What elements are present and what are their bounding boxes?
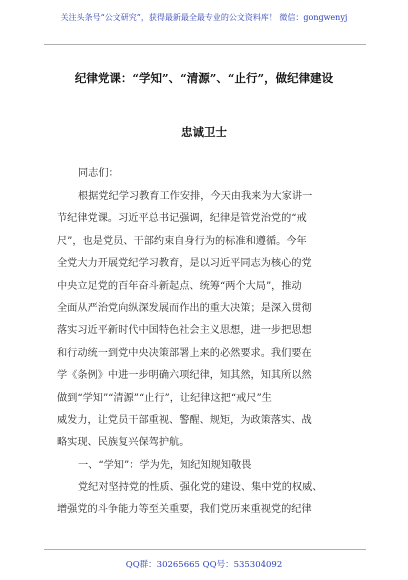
header-divider [44,44,366,45]
body-line: 全党大力开展党纪学习教育，是以习近平同志为核心的党 [57,258,312,270]
body-line: 增强党的斗争能力等至关重要，我们党历来重视党的纪律 [57,504,312,516]
body-line: 党纪对坚持党的性质、强化党的建设、集中党的权威、 [78,482,323,494]
header-notice: 关注头条号“公文研究”，获得最新最全最专业的公文资料库！ 微信：gongwenyj [60,13,348,22]
body-line: 中央立足党的百年奋斗新起点、统筹“两个大局”，推动 [57,280,302,292]
document-title: 纪律党课：“学知”、“清源”、“止行”，做纪律建设 [74,71,334,85]
section-heading: 一、“学知”：学为先，知纪知规知敬畏 [78,459,252,471]
body-line: 略实现、民族复兴保驾护航。 [57,437,190,449]
body-line: 和行动统一到党中央决策部署上来的必然要求。我们要在 [57,347,312,359]
body-line: 学《条例》中进一步明确六项纪律，知其然，知其所以然 [57,370,312,382]
greeting [57,163,357,185]
document-title-continued: 忠诚卫士 [181,125,227,139]
footer-contact: QQ群：30265665 QQ号：535304092 [125,560,283,570]
body-line: 威发力，让党员干部重视、警醒、规矩，为政策落实、战 [57,414,312,426]
document-body [57,186,357,522]
body-line: 落实习近平新时代中国特色社会主义思想，进一步把思想 [57,325,312,337]
body-line: 全面从严治党向纵深发展而作出的重大决策；是深入贯彻 [57,302,312,314]
footer-divider [44,549,366,550]
body-line: 尺”，也是党员、干部约束自身行为的标准和遵循。今年 [57,235,307,247]
body-line: 做到“学知”“清源”“止行”，让纪律这把“戒尺”生 [57,392,272,404]
greeting-text: 同志们： [78,168,119,179]
body-line: 根据党纪学习教育工作安排，今天由我来为大家讲一 [78,191,313,202]
body-line: 节纪律党课。习近平总书记强调，纪律是管党治党的“戒 [57,213,307,225]
